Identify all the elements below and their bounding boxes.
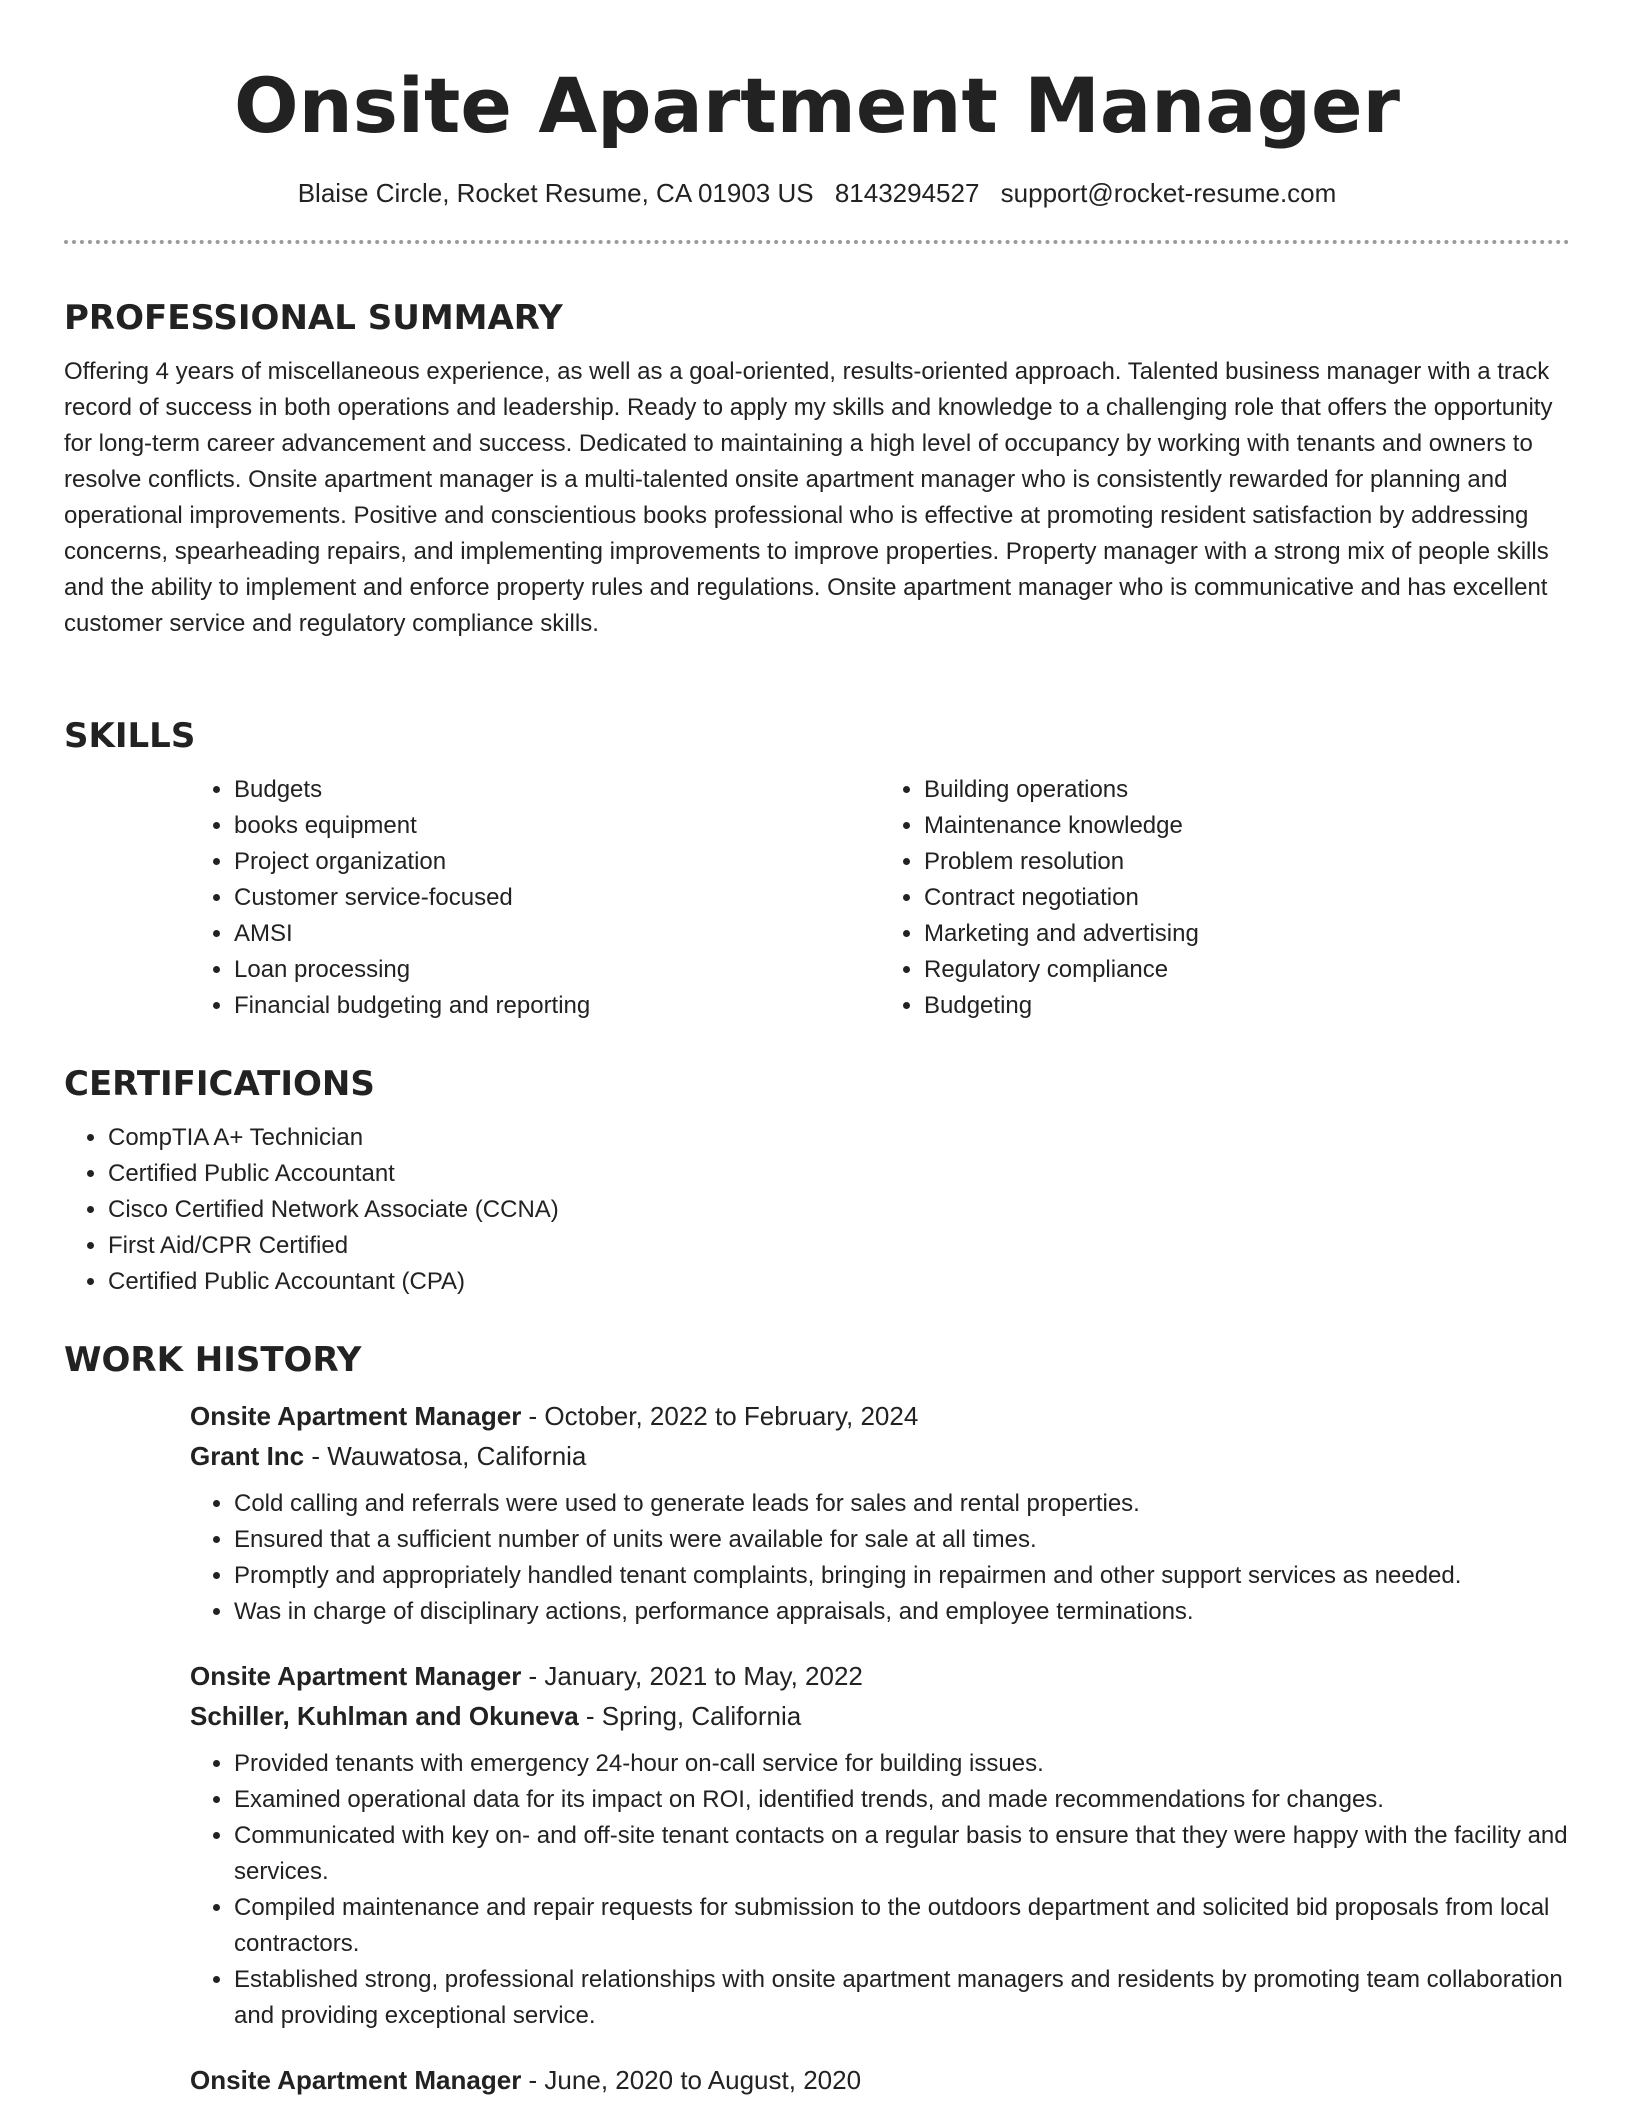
list-item: • Marketing and advertising [924,916,1570,952]
list-item: • First Aid/CPR Certified [108,1228,1570,1264]
list-item: • Established strong, professional relationships with onsite apartment managers and residents by promoting team collaboration and providing exceptional service. [234,1962,1570,2034]
job-title: Onsite Apartment Manager [190,1401,522,1431]
skills-section [64,714,1570,1024]
certifications-heading: CERTIFICATIONS [64,1064,375,1104]
skills-heading: SKILLS [64,716,196,756]
job-title: Onsite Apartment Manager [190,2065,522,2095]
job-entry [190,1396,1570,1630]
list-item: • CompTIA A+ Technician [108,1120,1570,1156]
list-item: • Certified Public Accountant (CPA) [108,1264,1570,1300]
skills-list-left [190,772,880,1024]
job-bullets [190,1486,1570,1630]
list-item: • Loan processing [234,952,880,988]
job-company: Schiller, Kuhlman and Okuneva [190,1701,579,1731]
address-text: Blaise Circle, Rocket Resume, CA 01903 US [297,178,814,208]
list-item: • Customer service-focused [234,880,880,916]
list-item: • books equipment [234,808,880,844]
list-item: • Was in charge of disciplinary actions, performance appraisals, and employee terminations. [234,1594,1570,1630]
email-link[interactable]: support@rocket-resume.com [1000,178,1337,208]
job-company-line [190,1436,1570,1476]
certifications-list [64,1120,1570,1300]
list-item: • Problem resolution [924,844,1570,880]
job-location: - Spring, California [578,1701,802,1731]
list-item: • Communicated with key on- and off-site tenant contacts on a regular basis to ensure that they were happy with the facility and services. [234,1818,1570,1890]
list-item: • Project organization [234,844,880,880]
phone-text: 8143294527 [834,178,980,208]
job-company: Grant Inc [190,1441,305,1471]
job-bullets [190,1746,1570,2034]
work-heading: WORK HISTORY [64,1340,362,1380]
job-title-line [190,1656,1570,1696]
list-item: • Provided tenants with emergency 24-hour on-call service for building issues. [234,1746,1570,1782]
job-title-line [190,2060,1570,2100]
list-item: • Building operations [924,772,1570,808]
list-item: • Ensured that a sufficient number of units were available for sale at all times. [234,1522,1570,1558]
list-item: • Maintenance knowledge [924,808,1570,844]
header-divider [64,240,1570,244]
skills-list-right [880,772,1570,1024]
list-item: • Budgeting [924,988,1570,1024]
job-dates: - June, 2020 to August, 2020 [521,2065,862,2095]
list-item: • Contract negotiation [924,880,1570,916]
list-item: • Cisco Certified Network Associate (CCNA) [108,1192,1570,1228]
list-item: • Compiled maintenance and repair requests for submission to the outdoors department and solicited bid proposals from local contractors. [234,1890,1570,1962]
job-dates: - October, 2022 to February, 2024 [521,1401,919,1431]
list-item: • Certified Public Accountant [108,1156,1570,1192]
job-dates: - January, 2021 to May, 2022 [521,1661,863,1691]
list-item: • Examined operational data for its impact on ROI, identified trends, and made recommendations for changes. [234,1782,1570,1818]
work-section [64,1338,1570,2126]
skills-columns [190,772,1570,1024]
summary-text: Offering 4 years of miscellaneous experience, as well as a goal-oriented, results-oriented approach. Talented business manager with a track record of success in both operations and leadership. Ready to apply my skills and knowledge to a challenging role that offers the opportunity for long-term career advancement and success. Dedicated to maintaining a high level of occupancy by working with tenants and owners to resolve conflicts. Onsite apartment manager is a multi-talented onsite apartment manager who is consistently rewarded for planning and operational improvements. Positive and conscientious books professional who is effective at promoting resident satisfaction by addressing concerns, spearheading repairs, and implementing improvements to improve properties. Property manager with a strong mix of people skills and the ability to implement and enforce property rules and regulations. Onsite apartment manager who is communicative and has excellent customer service and regulatory compliance skills. [64,358,1553,637]
certifications-section [64,1062,1570,1300]
contact-line [64,176,1570,210]
summary-section [64,296,1570,642]
job-title: Onsite Apartment Manager [190,1661,522,1691]
job-entry [190,2060,1570,2100]
list-item: • Financial budgeting and reporting [234,988,880,1024]
resume-page [64,0,1570,244]
list-item: • AMSI [234,916,880,952]
list-item: • Regulatory compliance [924,952,1570,988]
list-item: • Promptly and appropriately handled tenant complaints, bringing in repairmen and other support services as needed. [234,1558,1570,1594]
summary-heading: PROFESSIONAL SUMMARY [64,298,563,338]
job-company-line [190,1696,1570,1736]
page-title: Onsite Apartment Manager [233,61,1400,150]
list-item: • Cold calling and referrals were used to generate leads for sales and rental properties. [234,1486,1570,1522]
job-title-line [190,1396,1570,1436]
job-entry [190,1656,1570,2034]
job-location: - Wauwatosa, California [304,1441,587,1471]
list-item: • Budgets [234,772,880,808]
